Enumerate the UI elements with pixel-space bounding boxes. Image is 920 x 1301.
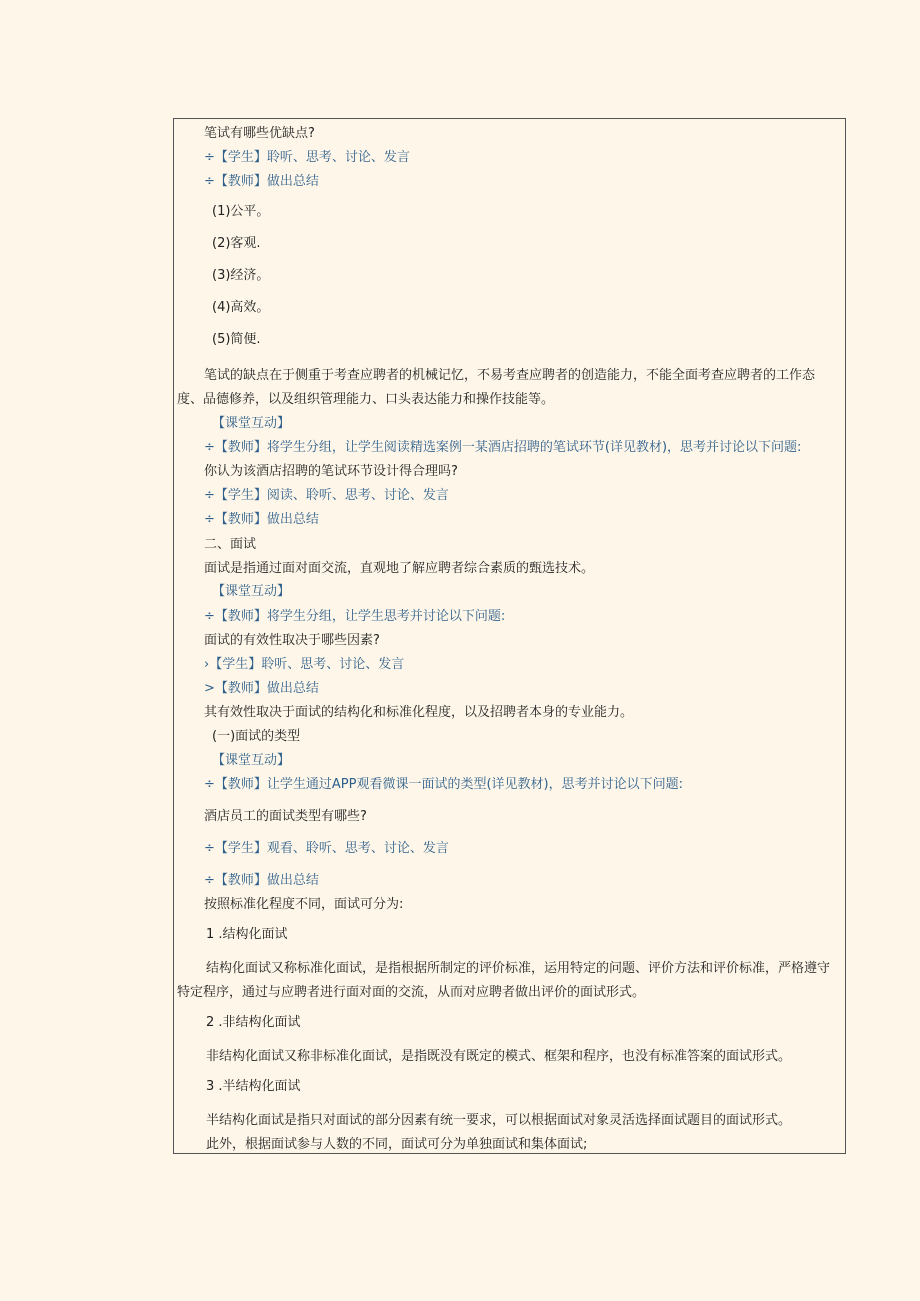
- section-label: 【课堂互动】: [212, 753, 291, 768]
- list-item: (5)简便.: [212, 332, 261, 347]
- text-line: ÷【教师】做出总结: [204, 512, 319, 527]
- text-line: 度、品德修养，以及组织管理能力、口头表达能力和操作技能等。: [177, 392, 555, 407]
- heading: 二、面试: [204, 537, 257, 552]
- text-line: 其有效性取决于面试的结构化和标准化程度，以及招聘者本身的专业能力。: [204, 705, 634, 720]
- text-line: 面试是指通过面对面交流，直观地了解应聘者综合素质的甄选技术。: [204, 561, 595, 576]
- subheading: 1 .结构化面试: [206, 927, 288, 942]
- heading: (一)面试的类型: [212, 729, 301, 744]
- text-line: 特定程序，通过与应聘者进行面对面的交流，从而对应聘者做出评价的面试形式。: [177, 985, 646, 1000]
- text-line: ÷【学生】阅读、聆听、思考、讨论、发言: [204, 488, 449, 503]
- text-line: 按照标准化程度不同，面试可分为:: [204, 897, 404, 912]
- text-line: ›【学生】聆听、思考、讨论、发言: [204, 657, 405, 672]
- text-line: 结构化面试又称标准化面试，是指根据所制定的评价标准，运用特定的问题、评价方法和评价标准，严格遵守: [206, 961, 831, 976]
- list-item: (2)客观.: [212, 236, 261, 251]
- list-item: (1)公平。: [212, 204, 270, 219]
- text-line: 非结构化面试又称非标准化面试，是指既没有既定的模式、框架和程序，也没有标准答案的面试形式。: [206, 1049, 792, 1064]
- text-line: 面试的有效性取决于哪些因素?: [204, 633, 380, 648]
- text-line: 酒店员工的面试类型有哪些?: [204, 809, 367, 824]
- text-line: 半结构化面试是指只对面试的部分因素有统一要求，可以根据面试对象灵活选择面试题目的面试形式。: [206, 1113, 792, 1128]
- subheading: 3 .半结构化面试: [206, 1079, 301, 1094]
- text-line: >【教师】做出总结: [204, 681, 319, 696]
- list-item: (3)经济。: [212, 268, 270, 283]
- text-line: ÷【教师】让学生通过APP观看微课一面试的类型(详见教材)，思考并讨论以下问题:: [204, 777, 683, 792]
- subheading: 2 .非结构化面试: [206, 1015, 301, 1030]
- text-line: ÷【教师】做出总结: [204, 174, 319, 189]
- text-line: ÷【教师】做出总结: [204, 873, 319, 888]
- text-line: ÷【学生】聆听、思考、讨论、发言: [204, 150, 410, 165]
- text-line: 此外，根据面试参与人数的不同，面试可分为单独面试和集体面试;: [206, 1137, 588, 1152]
- text-line: ÷【教师】将学生分组，让学生阅读精选案例一某酒店招聘的笔试环节(详见教材)，思考并讨论以下问题:: [204, 440, 802, 455]
- text-line: 笔试的缺点在于侧重于考查应聘者的机械记忆，不易考查应聘者的创造能力，不能全面考查应聘者的工作态: [204, 368, 816, 383]
- text-line: 笔试有哪些优缺点?: [204, 126, 315, 141]
- section-label: 【课堂互动】: [212, 584, 291, 599]
- text-line: ÷【学生】观看、聆听、思考、讨论、发言: [204, 841, 449, 856]
- section-label: 【课堂互动】: [212, 416, 291, 431]
- text-line: 你认为该酒店招聘的笔试环节设计得合理吗?: [204, 464, 458, 479]
- text-line: ÷【教师】将学生分组，让学生思考并讨论以下问题:: [204, 609, 506, 624]
- list-item: (4)高效。: [212, 300, 270, 315]
